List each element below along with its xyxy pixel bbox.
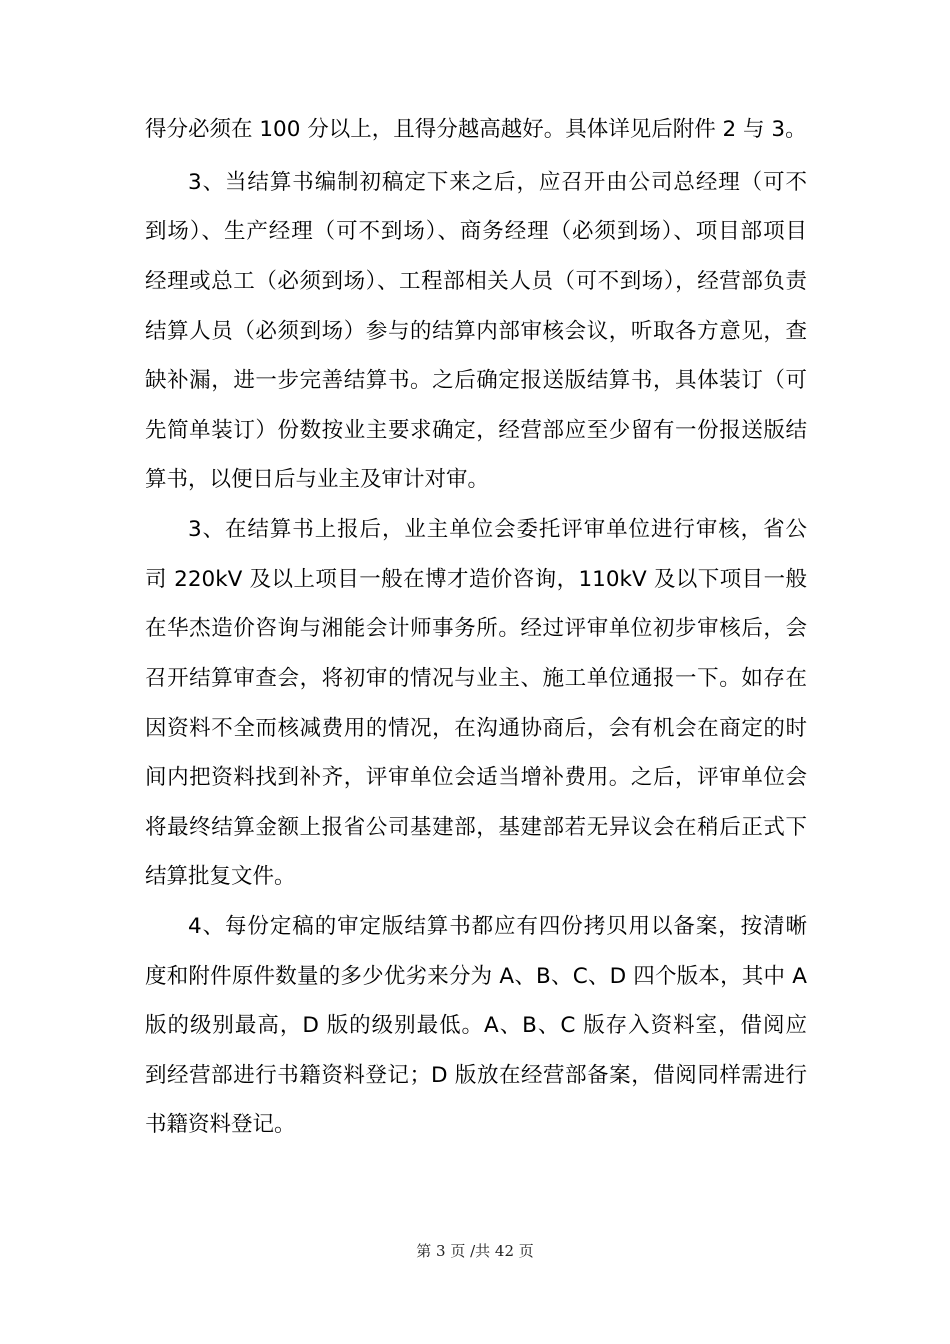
text-line-16: 结算批复文件。: [145, 864, 296, 889]
text-line-9: 3、在结算书上报后，业主单位会委托评审单位进行审核，省公: [188, 517, 807, 542]
text-line-6: 缺补漏，进一步完善结算书。之后确定报送版结算书，具体装订（可: [145, 368, 807, 393]
text-line-14: 间内把资料找到补齐，评审单位会适当增补费用。之后，评审单位会: [145, 765, 807, 790]
text-line-10: 司 220kV 及以上项目一般在博才造价咨询，110kV 及以下项目一般: [145, 567, 807, 592]
text-line-13: 因资料不全而核减费用的情况，在沟通协商后，会有机会在商定的时: [145, 716, 807, 741]
text-line-17: 4、每份定稿的审定版结算书都应有四份拷贝用以备案，按清晰: [188, 914, 807, 939]
text-line-8: 算书，以便日后与业主及审计对审。: [145, 467, 490, 492]
text-line-11: 在华杰造价咨询与湘能会计师事务所。经过评审单位初步审核后，会: [145, 616, 807, 641]
text-line-5: 结算人员（必须到场）参与的结算内部审核会议，听取各方意见，查: [145, 319, 807, 344]
page-number-footer: 第 3 页 /共 42 页: [416, 1242, 534, 1260]
text-line-19: 版的级别最高，D 版的级别最低。A、B、C 版存入资料室，借阅应: [145, 1013, 807, 1038]
text-line-15: 将最终结算金额上报省公司基建部，基建部若无异议会在稍后正式下: [145, 815, 807, 840]
text-line-7: 先简单装订）份数按业主要求确定，经营部应至少留有一份报送版结: [145, 418, 807, 443]
text-line-18: 度和附件原件数量的多少优劣来分为 A、B、C、D 四个版本，其中 A: [145, 964, 807, 989]
text-line-4: 经理或总工（必须到场）、工程部相关人员（可不到场），经营部负责: [145, 269, 807, 294]
text-line-20: 到经营部进行书籍资料登记；D 版放在经营部备案，借阅同样需进行: [145, 1063, 807, 1088]
text-line-21: 书籍资料登记。: [145, 1112, 296, 1137]
text-line-3: 到场）、生产经理（可不到场）、商务经理（必须到场）、项目部项目: [145, 219, 807, 244]
text-line-2: 3、当结算书编制初稿定下来之后，应召开由公司总经理（可不: [188, 170, 807, 195]
text-line-12: 召开结算审查会，将初审的情况与业主、施工单位通报一下。如存在: [145, 666, 807, 691]
text-line-1: 得分必须在 100 分以上，且得分越高越好。具体详见后附件 2 与 3。: [145, 117, 807, 142]
